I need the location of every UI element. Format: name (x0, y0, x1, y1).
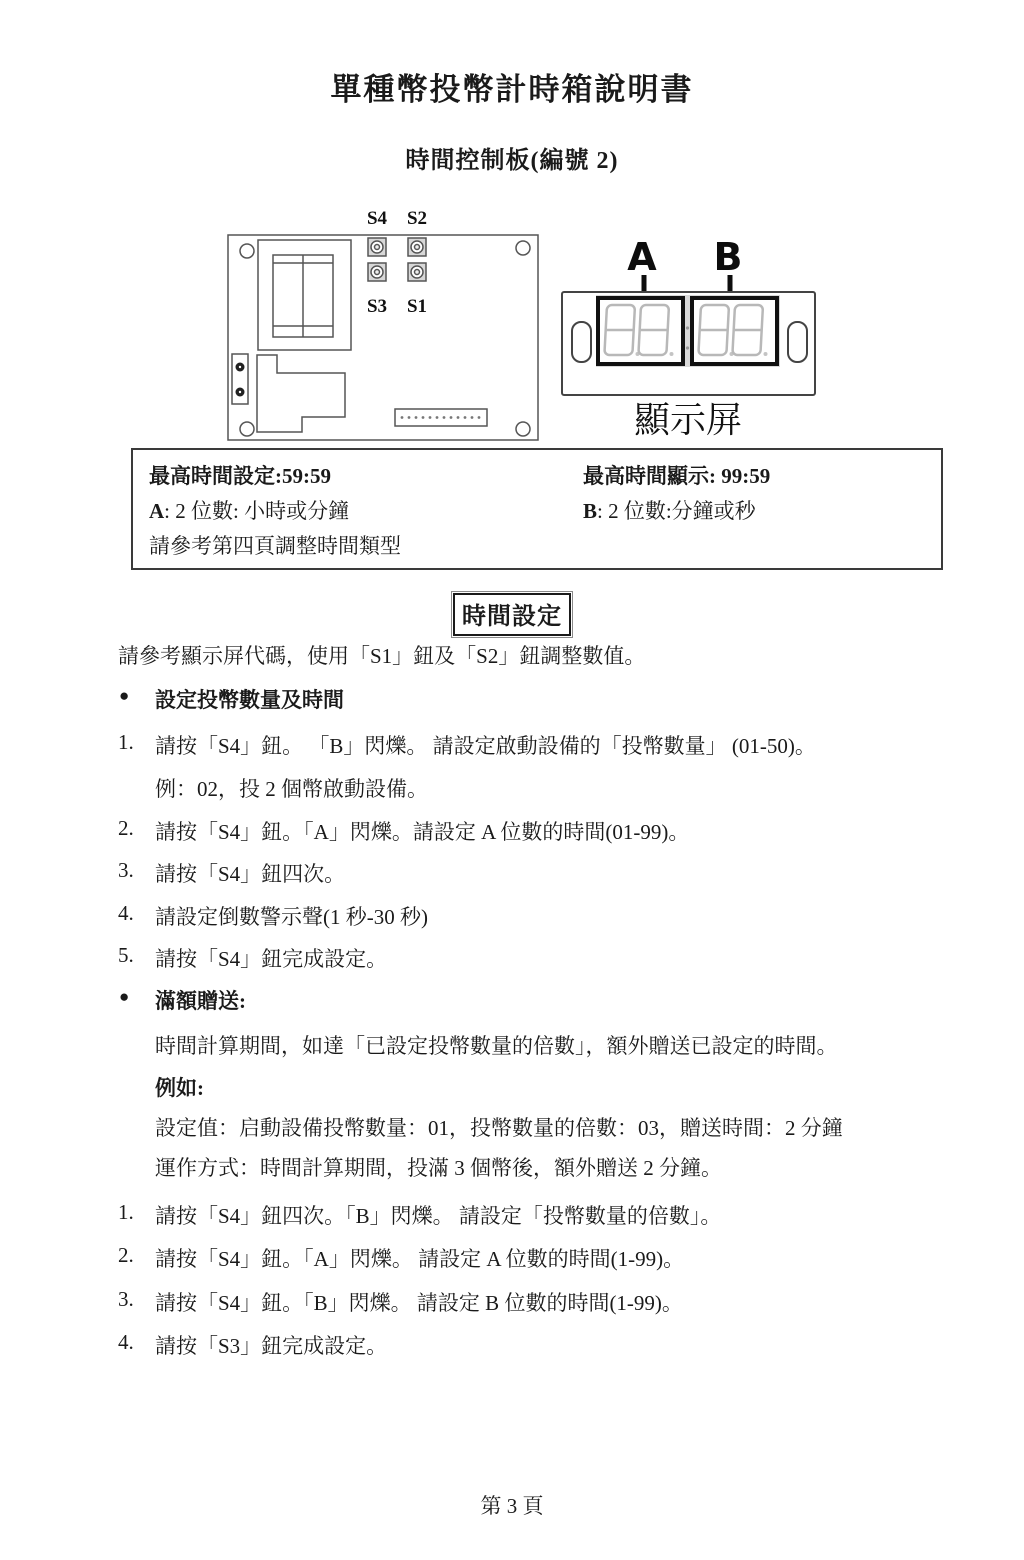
max-time-setting: 最高時間設定:59:59 (149, 464, 331, 488)
item-number: 4. (118, 1330, 134, 1354)
label-s3: S3 (366, 296, 388, 317)
digit-b-description (583, 494, 770, 529)
section-heading: 時間設定 (453, 593, 571, 636)
label-s1: S1 (406, 296, 428, 317)
item-text: 請按「S4」鈕四次。 (155, 862, 346, 886)
example-operation-text: 運作方式：時間計算期間，投滿 3 個幣後，額外贈送 2 分鐘。 (155, 1156, 722, 1180)
digit-b-text: : 2 位數:分鐘或秒 (597, 499, 756, 523)
bonus-desc-text: 時間計算期間，如達「已設定投幣數量的倍數」，額外贈送已設定的時間。 (155, 1034, 838, 1058)
button-s3-icon (368, 263, 386, 281)
item-number: 1. (118, 1200, 134, 1224)
item-text: 請設定倒數警示聲(1 秒-30 秒) (155, 905, 428, 929)
coin-section-title: 設定投幣數量及時間 (155, 688, 344, 712)
item-number: 1. (118, 730, 134, 754)
digit-a-description (149, 494, 401, 529)
page-number: 第 3 頁 (480, 1494, 544, 1518)
spec-left-column (149, 459, 401, 564)
display-spec-box (131, 448, 943, 570)
item-number: 5. (118, 943, 134, 967)
item-number: 2. (118, 816, 134, 840)
item-text: 請按「S4」鈕。「B」閃爍。 請設定 B 位數的時間(1-99)。 (155, 1291, 683, 1315)
screw-hole-icon (240, 422, 254, 436)
button-s2-icon (408, 238, 426, 256)
item-number: 3. (118, 858, 134, 882)
button-s4-icon (368, 238, 386, 256)
display-caption: 顯示屏 (633, 400, 743, 440)
item-number: 3. (118, 1287, 134, 1311)
label-digit-b: B (713, 235, 743, 279)
item-text: 請按「S3」鈕完成設定。 (155, 1334, 388, 1358)
item-sub-text: 例：02，投 2 個幣啟動設備。 (155, 777, 428, 801)
button-s1-icon (408, 263, 426, 281)
mount-slot-left-icon (572, 322, 591, 362)
digit-a-text: : 2 位數: 小時或分鐘 (164, 499, 350, 523)
item-text: 請按「S4」鈕。 「B」閃爍。 請設定啟動設備的「投幣數量」 (01-50)。 (155, 734, 816, 758)
colon-dot (686, 326, 689, 329)
pcb-board (228, 235, 538, 440)
digit-a-prefix: A (149, 499, 165, 523)
digit-b-prefix: B (583, 499, 598, 523)
example-label: 例如: (155, 1076, 204, 1100)
bonus-section-title: 滿額贈送: (155, 989, 246, 1013)
page-title: 單種幣投幣計時箱說明書 (330, 72, 694, 107)
item-text: 請按「S4」鈕。「A」閃爍。請設定 A 位數的時間(01-99)。 (155, 820, 690, 844)
control-board-diagram (130, 195, 950, 445)
intro-text: 請參考顯示屏代碼，使用「S1」鈕及「S2」鈕調整數值。 (118, 644, 646, 668)
screw-hole-icon (516, 241, 530, 255)
item-text: 請按「S4」鈕完成設定。 (155, 947, 388, 971)
item-text: 請按「S4」鈕。「A」閃爍。 請設定 A 位數的時間(1-99)。 (155, 1247, 685, 1271)
section-heading-box (451, 591, 573, 638)
time-type-note: 請參考第四頁調整時間類型 (149, 534, 401, 558)
screw-hole-icon (516, 422, 530, 436)
item-number: 2. (118, 1243, 134, 1267)
spec-right-column (583, 459, 770, 529)
example-value-text: 設定值：启動設備投幣數量：01，投幣數量的倍數：03，贈送時間：2 分鐘 (155, 1116, 843, 1140)
bullet-icon: ● (119, 686, 130, 705)
mount-slot-right-icon (788, 322, 807, 362)
bullet-icon: ● (119, 987, 130, 1006)
max-time-display: 最高時間顯示: 99:59 (583, 464, 771, 488)
page-subtitle: 時間控制板(編號 2) (405, 148, 619, 174)
item-text: 請按「S4」鈕四次。「B」閃爍。 請設定「投幣數量的倍數」。 (155, 1204, 722, 1228)
item-number: 4. (118, 901, 134, 925)
screw-hole-icon (240, 244, 254, 258)
label-digit-a: A (627, 235, 657, 279)
colon-dot (686, 346, 689, 349)
label-s2: S2 (406, 208, 428, 229)
list-item (0, 1330, 1024, 1430)
label-s4: S4 (366, 208, 388, 229)
display-assembly (562, 235, 815, 440)
